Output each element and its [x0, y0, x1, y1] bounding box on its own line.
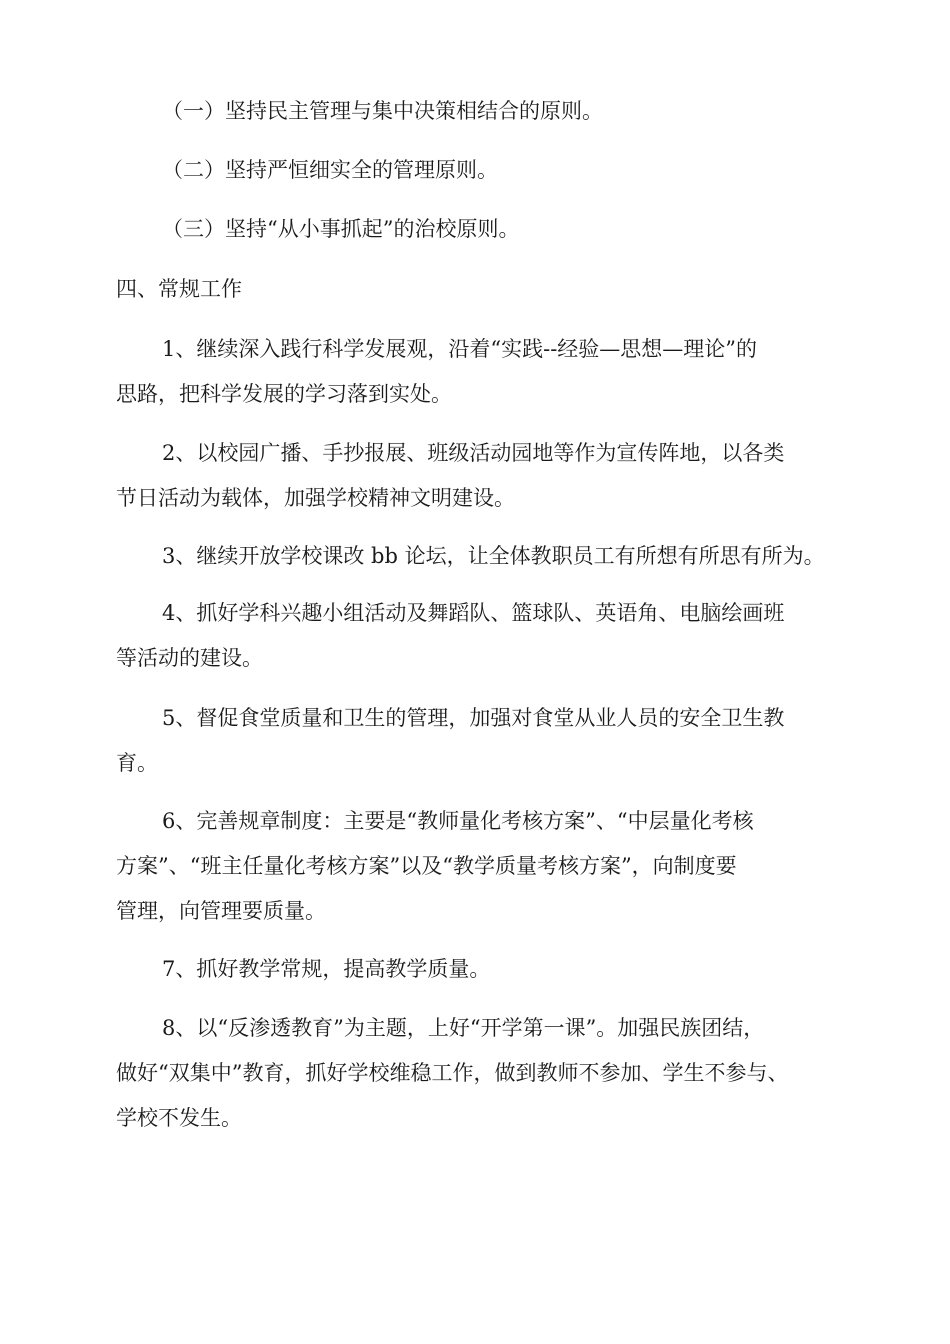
item-6-line-2: 方案”、“班主任量化考核方案”以及“教学质量考核方案”，向制度要 — [116, 854, 737, 878]
principle-1-paragraph — [116, 96, 836, 126]
item-4-line-1: 4、抓好学科兴趣小组活动及舞蹈队、篮球队、英语角、电脑绘画班 — [162, 601, 785, 625]
principle-2-paragraph — [116, 155, 836, 185]
principle-1-line-1: （一）坚持民主管理与集中决策相结合的原则。 — [162, 99, 603, 123]
item-6-paragraph — [116, 806, 836, 926]
item-5-line-1: 5、督促食堂质量和卫生的管理，加强对食堂从业人员的安全卫生教 — [162, 706, 785, 730]
item-2-line-2: 节日活动为载体，加强学校精神文明建设。 — [116, 486, 515, 510]
item-1-paragraph — [116, 334, 836, 409]
item-3-paragraph — [116, 541, 836, 571]
item-4-paragraph — [116, 598, 836, 673]
section-heading — [116, 274, 836, 304]
principle-2-line-1: （二）坚持严恒细实全的管理原则。 — [162, 158, 498, 182]
item-4-line-2: 等活动的建设。 — [116, 646, 263, 670]
item-1-line-1: 1、继续深入践行科学发展观，沿着“实践--经验—思想—理论”的 — [162, 337, 758, 361]
item-2-line-1: 2、以校园广播、手抄报展、班级活动园地等作为宣传阵地，以各类 — [162, 441, 785, 465]
item-8-paragraph — [116, 1013, 836, 1133]
item-2-paragraph — [116, 438, 836, 513]
item-7-line-1: 7、抓好教学常规，提高教学质量。 — [162, 957, 491, 981]
item-5-paragraph — [116, 703, 836, 778]
item-6-line-3: 管理，向管理要质量。 — [116, 899, 326, 923]
item-1-line-2: 思路，把科学发展的学习落到实处。 — [116, 382, 452, 406]
item-8-line-2: 做好“双集中”教育，抓好学校维稳工作，做到教师不参加、学生不参与、 — [116, 1061, 789, 1085]
item-8-line-3: 学校不发生。 — [116, 1106, 242, 1130]
section-heading-line-1: 四、常规工作 — [116, 277, 242, 301]
principle-3-line-1: （三）坚持“从小事抓起”的治校原则。 — [162, 217, 520, 241]
item-8-line-1: 8、以“反渗透教育”为主题，上好“开学第一课”。加强民族团结， — [162, 1016, 765, 1040]
item-6-line-1: 6、完善规章制度：主要是“教师量化考核方案”、“中层量化考核 — [162, 809, 754, 833]
item-7-paragraph — [116, 954, 836, 984]
item-3-line-1: 3、继续开放学校课改 bb 论坛，让全体教职员工有所想有所思有所为。 — [162, 544, 825, 568]
item-5-line-2: 育。 — [116, 751, 158, 775]
principle-3-paragraph — [116, 214, 836, 244]
